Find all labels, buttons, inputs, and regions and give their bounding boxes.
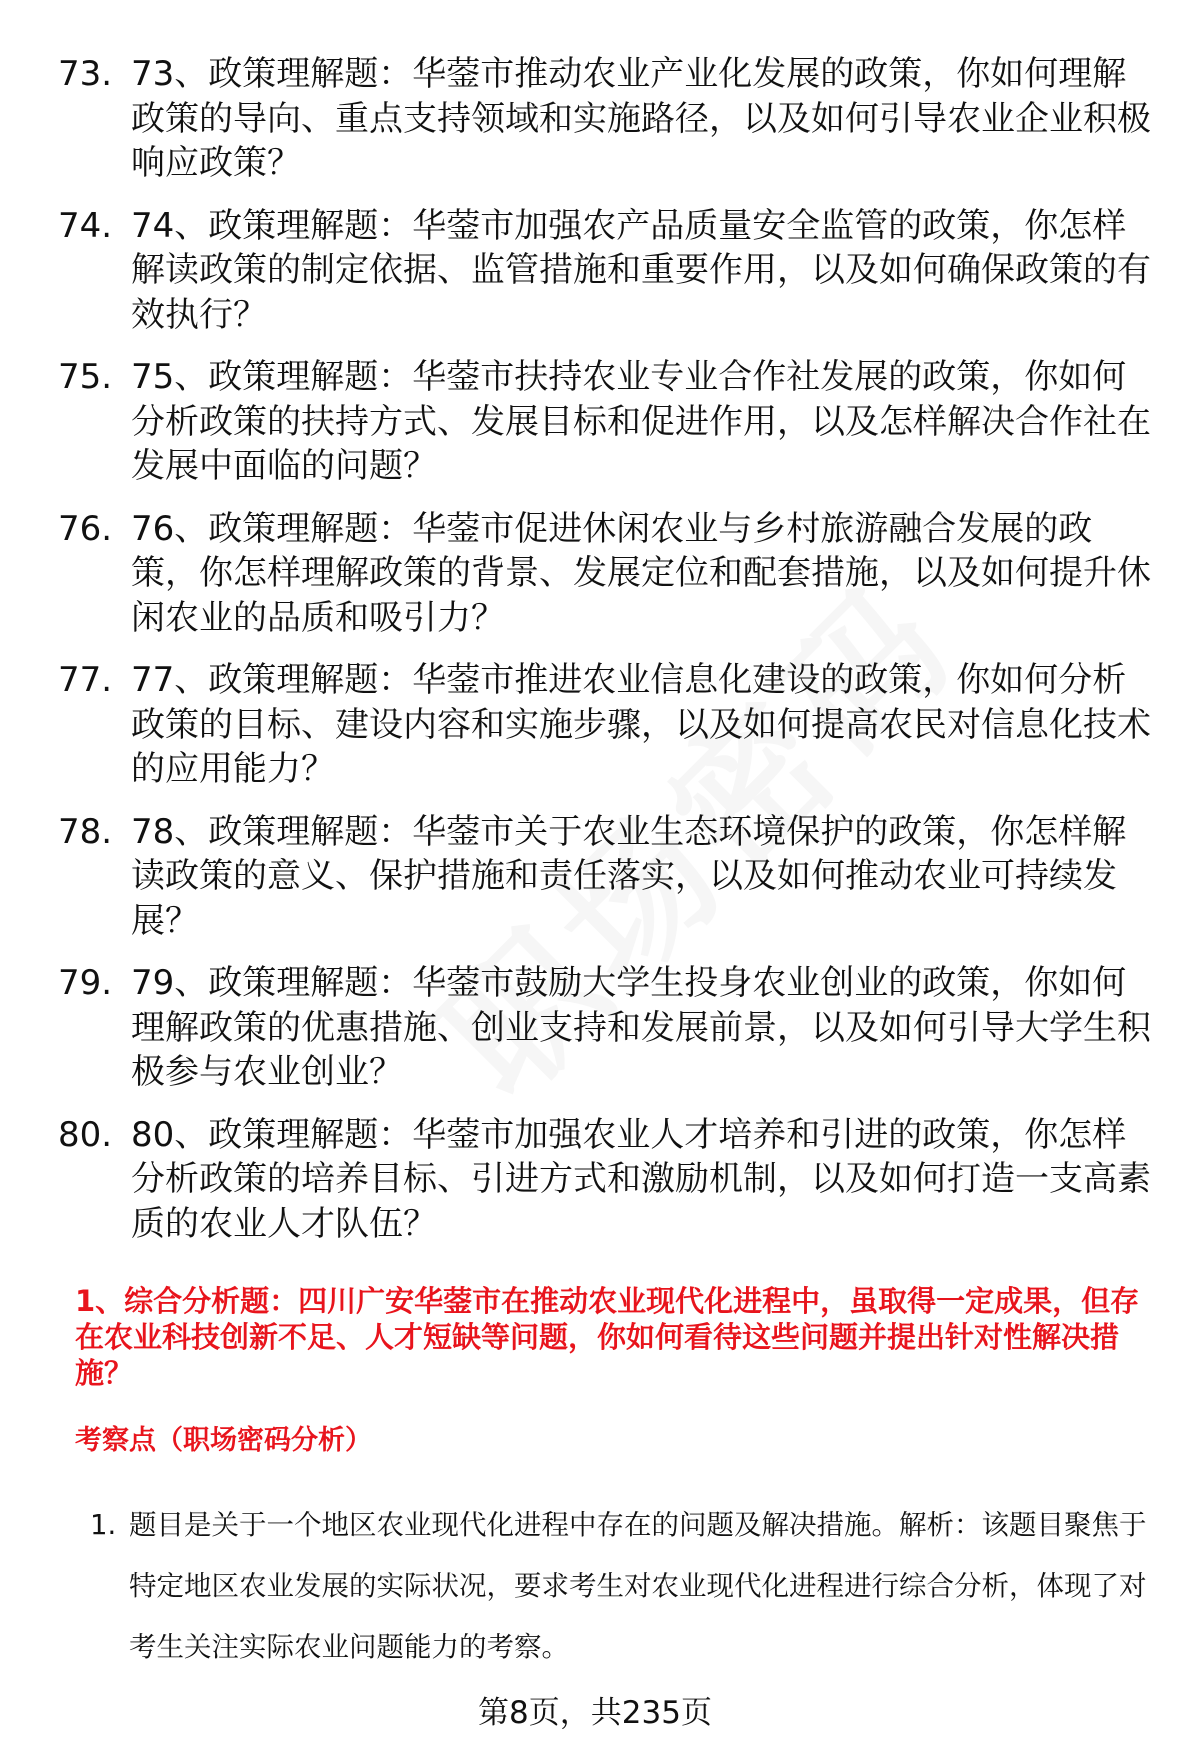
question-text: 80、政策理解题：华蓥市加强农业人才培养和引进的政策，你怎样分析政策的培养目标、引进方式和激励机制，以及如何打造一支高素质的农业人才队伍？ — [131, 1114, 1151, 1244]
question-number: 79. — [58, 963, 113, 1003]
question-number: 73. — [58, 54, 113, 94]
question-text: 76、政策理解题：华蓥市促进休闲农业与乡村旅游融合发展的政策，你怎样理解政策的背景、发展定位和配套措施，以及如何提升休闲农业的品质和吸引力？ — [131, 508, 1151, 638]
section-heading: 1、综合分析题：四川广安华蓥市在推动农业现代化进程中，虽取得一定成果，但存在农业科技创新不足、人才短缺等问题，你如何看待这些问题并提出针对性解决措施？ — [75, 1284, 1140, 1390]
question-text: 78、政策理解题：华蓥市关于农业生态环境保护的政策，你怎样解读政策的意义、保护措施和责任落实，以及如何推动农业可持续发展？ — [131, 811, 1127, 941]
question-text: 77、政策理解题：华蓥市推进农业信息化建设的政策，你如何分析政策的目标、建设内容和实施步骤，以及如何提高农民对信息化技术的应用能力？ — [131, 660, 1151, 789]
question-text: 73、政策理解题：华蓥市推动农业产业化发展的政策，你如何理解政策的导向、重点支持领域和实施路径，以及如何引导农业企业积极响应政策？ — [131, 54, 1151, 183]
question-number: 74. — [58, 205, 113, 246]
question-item — [0, 1113, 1190, 1247]
question-number: 78. — [58, 811, 113, 852]
analysis-list — [0, 1495, 1190, 1678]
question-item — [0, 52, 1190, 186]
question-item — [0, 204, 1190, 338]
question-text: 79、政策理解题：华蓥市鼓励大学生投身农业创业的政策，你如何理解政策的优惠措施、创业支持和发展前景，以及如何引导大学生积极参与农业创业？ — [131, 963, 1151, 1092]
question-list — [0, 52, 1190, 1264]
question-text: 74、政策理解题：华蓥市加强农产品质量安全监管的政策，你怎样解读政策的制定依据、监管措施和重要作用，以及如何确保政策的有效执行？ — [131, 205, 1151, 335]
question-item — [0, 810, 1190, 944]
question-item — [0, 658, 1190, 792]
question-number: 80. — [58, 1114, 113, 1155]
section-subheading: 考察点（职场密码分析） — [75, 1425, 372, 1456]
question-number: 76. — [58, 508, 113, 549]
question-number: 75. — [58, 357, 113, 397]
question-item — [0, 507, 1190, 641]
page-footer: 第8页，共235页 — [478, 1695, 712, 1731]
analysis-text: 题目是关于一个地区农业现代化进程中存在的问题及解决措施。解析：该题目聚焦于特定地区农业发展的实际状况，要求考生对农业现代化进程进行综合分析，体现了对考生关注实际农业问题能力的考察。 — [129, 1509, 1147, 1663]
question-item — [0, 355, 1190, 489]
question-number: 77. — [58, 660, 113, 700]
analysis-item — [0, 1495, 1190, 1678]
question-item — [0, 961, 1190, 1095]
question-text: 75、政策理解题：华蓥市扶持农业专业合作社发展的政策，你如何分析政策的扶持方式、发展目标和促进作用，以及怎样解决合作社在发展中面临的问题？ — [131, 357, 1151, 486]
analysis-number: 1. — [90, 1509, 117, 1541]
